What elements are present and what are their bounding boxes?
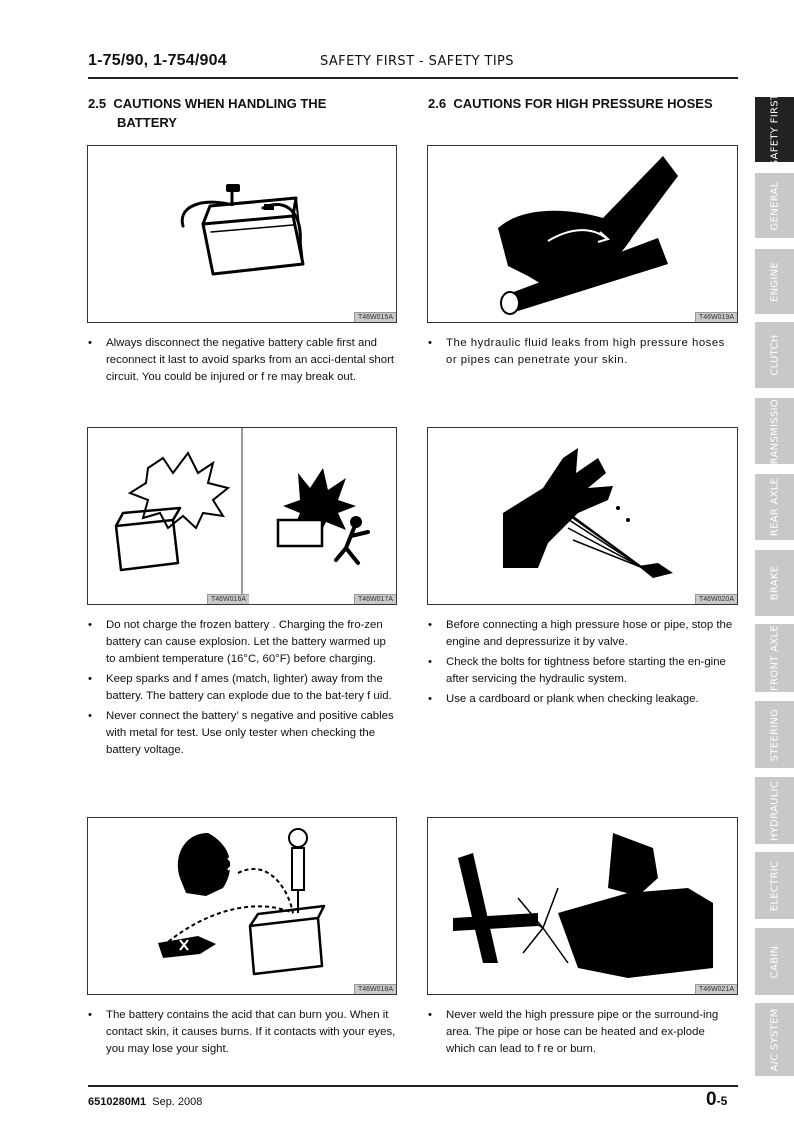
tab-label: GENERAL	[769, 181, 780, 230]
section-title: CAUTIONS FOR HIGH PRESSURE HOSES	[453, 96, 713, 111]
list-item: • Do not charge the frozen battery . Charging the fro-zen battery can cause explosion. Let the battery warmed up to ambient temperature (16°C, 60°F) before charging.	[88, 617, 398, 668]
tab-label: HYDRAULIC	[769, 780, 780, 841]
tab-transmission[interactable]	[755, 391, 794, 471]
list-item: • The battery contains the acid that can burn you. When it contact skin, it causes burns. If it contacts with your eyes, you may lose your sight.	[88, 1007, 398, 1058]
list-item: • The hydraulic fluid leaks from high pressure hoses or pipes can penetrate your skin.	[428, 335, 734, 369]
figure-high-pressure-spray	[427, 427, 738, 605]
tab-front-axle[interactable]	[755, 624, 794, 692]
battery-explosion-illustration	[88, 428, 396, 604]
tab-general[interactable]	[755, 173, 794, 238]
section-2-5-title	[88, 94, 398, 132]
tab-safety-first[interactable]	[755, 93, 794, 166]
tab-clutch[interactable]	[755, 322, 794, 388]
welding-illustration	[428, 818, 737, 994]
tab-cabin[interactable]	[755, 928, 794, 995]
figure-code: T46W020A	[695, 594, 737, 604]
document-code	[88, 1096, 202, 1108]
figure-code: T46W016A	[207, 594, 249, 604]
figure-battery-acid	[87, 817, 397, 995]
tab-label: CABIN	[769, 945, 780, 978]
figure-code: T46W021A	[695, 984, 737, 994]
spray-hand-illustration	[428, 428, 737, 604]
list-item: • Use a cardboard or plank when checking leakage.	[428, 691, 734, 708]
tab-engine[interactable]	[755, 249, 794, 314]
list-item: • Check the bolts for tightness before starting the en-gine after servicing the hydraulic system.	[428, 654, 734, 688]
section-number: 2.5	[88, 96, 107, 111]
tab-label: ELECTRIC	[769, 860, 780, 911]
battery-charging-warnings	[88, 617, 398, 762]
figure-battery-terminals	[87, 145, 397, 323]
welding-warning	[428, 1007, 734, 1061]
page-minor: -5	[716, 1094, 728, 1108]
hand-hose-illustration	[428, 146, 737, 322]
tab-label: FRONT AXLE	[769, 625, 780, 691]
tab-label: BRAKE	[769, 565, 780, 601]
section-title-line2: BATTERY	[117, 115, 177, 130]
list-item: • Never weld the high pressure pipe or the surround-ing area. The pipe or hose can be heated and ex-plode which can lead to f re or burn.	[428, 1007, 734, 1058]
section-title-line1: CAUTIONS WHEN HANDLING THE	[113, 96, 327, 111]
doc-number: 6510280M1	[88, 1096, 147, 1108]
list-item: • Keep sparks and f ames (match, lighter) away from the battery. The battery can explode due to the bat-tery f uid.	[88, 671, 398, 705]
list-item: • Before connecting a high pressure hose or pipe, stop the engine and depressurize it by valve.	[428, 617, 734, 651]
doc-date: Sep. 2008	[152, 1096, 203, 1108]
section-2-6-title	[428, 94, 748, 113]
figure-code: T46W018A	[354, 984, 396, 994]
figure-code: T46W019A	[695, 312, 737, 322]
tab-electric[interactable]	[755, 852, 794, 919]
header-divider	[88, 77, 738, 79]
battery-cable-warning	[88, 335, 398, 389]
tab-steering[interactable]	[755, 701, 794, 768]
figure-code: T46W015A	[354, 312, 396, 322]
footer-divider	[88, 1085, 738, 1087]
tab-label: REAR AXLE	[769, 477, 780, 537]
page-number	[706, 1089, 727, 1111]
tab-label: A/C SYSTEM	[769, 1007, 780, 1072]
tab-label: CLUTCH	[769, 334, 780, 376]
tab-rear-axle[interactable]	[755, 474, 794, 540]
hydraulic-leak-warning	[428, 335, 734, 372]
figure-hose-leak-hand	[427, 145, 738, 323]
figure-code: T46W017A	[354, 594, 396, 604]
chapter-title: SAFETY FIRST - SAFETY TIPS	[320, 54, 514, 69]
list-item: • Never connect the battery’ s negative and positive cables with metal for test. Use only tester when checking the battery voltage.	[88, 708, 398, 759]
tab-label: SAFETY FIRST	[769, 93, 780, 166]
figure-welding-hazard	[427, 817, 738, 995]
section-number: 2.6	[428, 96, 447, 111]
tab-label: TRANSMISSION	[769, 391, 780, 471]
manual-model: 1-75/90, 1-754/904	[88, 52, 227, 69]
page-major: 0	[706, 1089, 717, 1110]
tab-label: STEERING	[769, 708, 780, 761]
figure-battery-explosion	[87, 427, 397, 605]
list-item: • Always disconnect the negative battery cable first and reconnect it last to avoid sparks from an acci-dental short circuit. You could be injured or f re may break out.	[88, 335, 398, 386]
battery-acid-illustration	[88, 818, 396, 994]
tab-ac-system[interactable]	[755, 1003, 794, 1076]
battery-illustration	[88, 146, 396, 322]
tab-brake[interactable]	[755, 550, 794, 616]
battery-acid-warning	[88, 1007, 398, 1061]
tab-hydraulic[interactable]	[755, 777, 794, 844]
hose-connection-warnings	[428, 617, 734, 711]
tab-label: ENGINE	[769, 261, 780, 302]
